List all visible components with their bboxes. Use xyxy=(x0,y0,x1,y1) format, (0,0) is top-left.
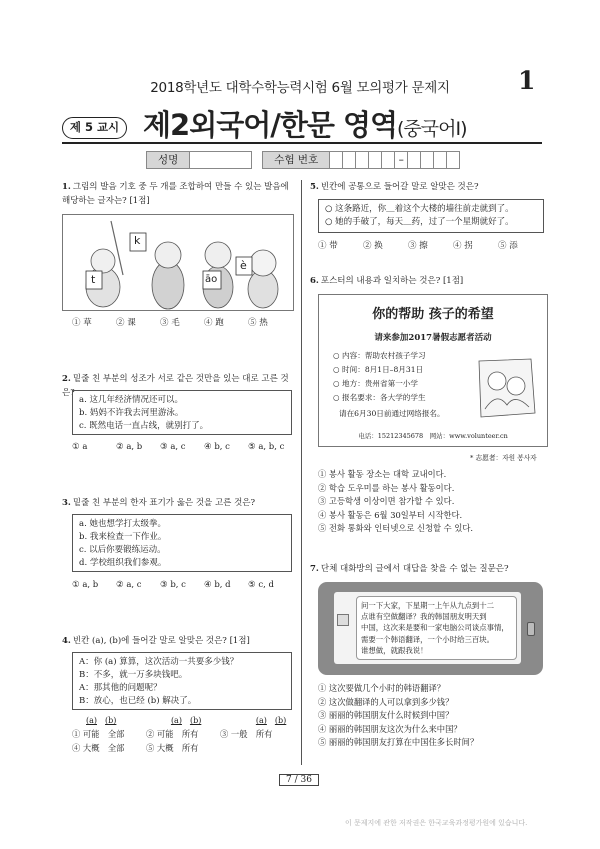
candidate-info xyxy=(146,151,460,169)
poster-subtitle: 请来参加2017暑假志愿者活动 xyxy=(374,333,492,343)
poster-item: ○ 内容：帮助农村孩子学习 xyxy=(333,351,426,360)
option[interactable]: ④ 跑 xyxy=(204,318,224,328)
poster-details xyxy=(333,349,445,421)
item: ○ 这条路近，你＿着这个大楼的墙往前走就到了。 xyxy=(325,204,514,214)
question-3: 3. 밑줄 친 부분의 한자 표기가 옳은 것을 고른 것은? xyxy=(62,498,256,508)
q6-options xyxy=(318,468,473,536)
q7-options xyxy=(318,682,478,750)
option[interactable]: ③ 고등학생 이상이면 참가할 수 있다. xyxy=(318,496,455,506)
subject-subtitle: (중국어Ⅰ) xyxy=(396,118,467,140)
phonetic-letter: è xyxy=(240,259,247,272)
page-indicator: 7 / 36 xyxy=(275,774,323,796)
dialog-line: A：你 (a) 算算，这次活动一共要多少钱？ xyxy=(79,657,239,667)
option[interactable]: ⑤ 热 xyxy=(248,318,268,328)
item: a. 这几年经济情况还可以。 xyxy=(79,395,183,405)
avatar-icon xyxy=(337,614,349,626)
q4-col-heads: (a) (b) (a) (b) (a) (b) xyxy=(86,716,287,725)
poster-item: ○ 地方：贵州省第一小学 xyxy=(333,379,418,388)
column-divider xyxy=(301,180,302,765)
question-2: 2. 밑줄 친 부분의 성조가 서로 같은 것만을 있는 대로 고른 것은? xyxy=(62,374,289,398)
item: d. 学校组织我们参观。 xyxy=(79,558,167,568)
phonetic-letter: t xyxy=(91,273,96,286)
q5-box xyxy=(318,199,544,233)
poster-item: ○ 时间：8月1日–8月31日 xyxy=(333,365,424,374)
option[interactable]: ① 这次要做几个小时的韩语翻译？ xyxy=(318,683,446,693)
id-digit[interactable] xyxy=(356,151,369,169)
poster-note: 请在6月30日前通过网络报名。 xyxy=(339,409,445,418)
option[interactable]: ⑤ 添 xyxy=(498,241,518,251)
q1-illustration xyxy=(62,214,294,311)
dialog-line: B：放心，也已经 (b) 解决了。 xyxy=(79,696,197,706)
option[interactable]: ④ 丽丽的韩国朋友这次为什么来中国？ xyxy=(318,723,462,734)
volunteer-poster xyxy=(318,294,548,447)
option[interactable]: ③ 一般 所有 xyxy=(220,729,273,739)
question-6: 6. 포스터의 내용과 일치하는 것은? [1점] xyxy=(310,276,464,286)
option[interactable]: ② 换 xyxy=(363,241,383,251)
poster-title: 你的帮助 孩子的希望 xyxy=(372,307,494,322)
option[interactable]: ③ 丽丽的韩国朋友什么时候到中国？ xyxy=(318,710,454,720)
option[interactable]: ⑤ a, b, c xyxy=(248,442,285,452)
option[interactable]: ② 课 xyxy=(116,318,136,328)
poster-caption: * 志愿者：자원 봉사자 xyxy=(470,454,537,462)
question-5: 5. 빈칸에 공통으로 들어갈 말로 알맞은 것은? xyxy=(310,182,479,192)
phonetic-letter: k xyxy=(134,234,141,247)
id-digit[interactable] xyxy=(408,151,421,169)
option[interactable]: ① 可能 全部 xyxy=(72,729,125,739)
id-digit[interactable] xyxy=(421,151,434,169)
option[interactable]: ② 可能 所有 xyxy=(146,729,199,739)
cartoon-characters-icon xyxy=(63,215,295,312)
dialog-line: A：那其他的问题呢？ xyxy=(79,683,162,693)
option[interactable]: ④ b, d xyxy=(204,580,231,590)
volunteer-illustration-icon xyxy=(469,353,541,425)
option[interactable]: ④ 大概 全部 xyxy=(72,742,125,753)
question-4: 4. 빈칸 (a), (b)에 들어갈 말로 알맞은 것은? [1점] xyxy=(62,636,250,646)
option[interactable]: ③ b, c xyxy=(160,580,186,590)
chat-line: 点谁有空做翻译？我的韩国朋友明天到 xyxy=(361,612,487,622)
poster-item: ○ 报名要求：各大学的学生 xyxy=(333,393,426,402)
id-digit[interactable] xyxy=(447,151,460,169)
q3-box xyxy=(72,514,292,572)
id-label: 수험 번호 xyxy=(262,151,330,169)
option[interactable]: ② a, c xyxy=(116,580,142,590)
id-dash: – xyxy=(395,151,408,169)
q2-options xyxy=(72,442,292,452)
home-button-icon xyxy=(527,622,535,636)
chat-line: 问一下大家，下星期一上午从九点到十二 xyxy=(361,601,495,610)
period-badge: 제 5 교시 xyxy=(62,117,127,139)
option[interactable]: ① a xyxy=(72,442,88,452)
exam-title: 2018학년도 대학수학능력시험 6월 모의평가 문제지 xyxy=(150,80,450,96)
question-1: 1. 그림의 발음 기호 중 두 개를 조합하여 만들 수 있는 발음에 해당하는 글자는? [1점] xyxy=(62,182,289,206)
question-7: 7. 단체 대화방의 글에서 대답을 찾을 수 없는 질문은? xyxy=(310,564,509,574)
chat-bubble xyxy=(356,596,517,660)
option[interactable]: ① 带 xyxy=(318,241,338,251)
name-label: 성명 xyxy=(146,151,190,169)
option[interactable]: ④ 拐 xyxy=(453,241,473,251)
chat-line: 中国，这次来是要和一家电脑公司谈点事情， xyxy=(361,623,509,633)
q4-box xyxy=(72,652,292,710)
option[interactable]: ③ 毛 xyxy=(160,318,180,328)
header-rule xyxy=(62,142,542,144)
item: a. 她也想学打太级拳。 xyxy=(79,519,166,529)
id-digit[interactable] xyxy=(330,151,343,169)
option[interactable]: ② 학습 도우미를 하는 봉사 활동이다. xyxy=(318,482,455,493)
name-field[interactable] xyxy=(190,151,252,169)
option[interactable]: ⑤ c, d xyxy=(248,580,274,590)
item: c. 既然电话一直占线，就别打了。 xyxy=(79,421,209,431)
q2-box xyxy=(72,390,292,435)
page-number: 1 xyxy=(518,66,536,95)
item: c. 以后你要锻练运动。 xyxy=(79,545,166,555)
item: b. 我来检查一下作业。 xyxy=(79,532,167,542)
poster-contact: 电话：15212345678 网站：www.volunteer.cn xyxy=(358,432,508,440)
option[interactable]: ⑤ 丽丽的韩国朋友打算在中国住多长时间？ xyxy=(318,737,479,747)
option[interactable]: ① 봉사 활동 장소는 대학 교내이다. xyxy=(318,469,447,479)
option[interactable]: ② a, b xyxy=(116,442,143,452)
chat-screen xyxy=(334,592,521,664)
id-digit[interactable] xyxy=(434,151,447,169)
id-digit[interactable] xyxy=(369,151,382,169)
option[interactable]: ① a, b xyxy=(72,580,99,590)
subject-title: 제2외국어/한문 영역(중국어Ⅰ) xyxy=(143,108,467,142)
phonetic-letter: āo xyxy=(205,274,218,285)
dialog-line: B：不多，就一万多块钱吧。 xyxy=(79,670,188,680)
copyright-note: 이 문제지에 관한 저작권은 한국교육과정평가원에 있습니다. xyxy=(345,819,528,827)
option[interactable]: ③ a, c xyxy=(160,442,186,452)
option[interactable]: ② 这次做翻译的人可以拿到多少钱？ xyxy=(318,696,454,707)
q5-options xyxy=(318,239,543,251)
item: ○ 她的手破了，每天＿药，过了一个星期就好了。 xyxy=(325,217,514,227)
chat-line: 谁想做，就跟我说！ xyxy=(361,645,428,655)
q4-options xyxy=(72,728,297,755)
q3-options xyxy=(72,580,292,590)
q1-options xyxy=(72,316,292,328)
chat-line: 需要一个韩语翻译，一个小时给三百块。 xyxy=(361,634,495,644)
option[interactable]: ⑤ 전화 통화와 인터넷으로 신청할 수 있다. xyxy=(318,523,473,533)
item: b. 妈妈不许我去河里游泳。 xyxy=(79,408,184,418)
option[interactable]: ④ 봉사 활동은 6월 30일부터 시작한다. xyxy=(318,509,463,520)
option[interactable]: ④ b, c xyxy=(204,442,230,452)
id-digit[interactable] xyxy=(343,151,356,169)
chat-device xyxy=(318,582,543,675)
option[interactable]: ③ 擦 xyxy=(408,241,428,251)
id-digit[interactable] xyxy=(382,151,395,169)
option[interactable]: ⑤ 大概 所有 xyxy=(146,742,199,753)
option[interactable]: ① 草 xyxy=(72,318,92,328)
